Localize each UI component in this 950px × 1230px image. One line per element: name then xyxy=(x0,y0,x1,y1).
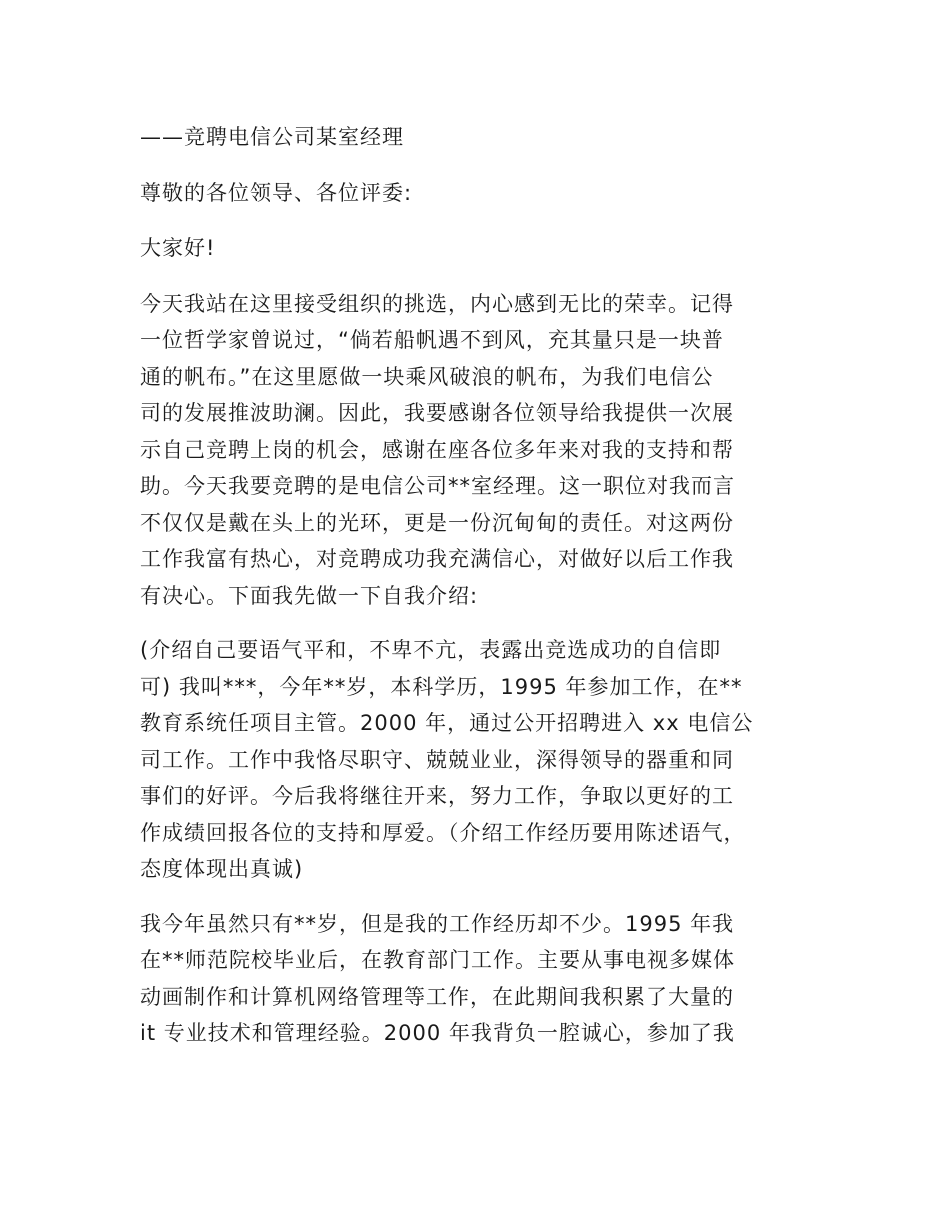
paragraph-introduction-opening xyxy=(140,286,812,615)
paragraph-work-experience xyxy=(140,906,812,1052)
text-line: 动画制作和计算机网络管理等工作，在此期间我积累了大量的 xyxy=(140,984,734,1009)
text-line: 作成绩回报各位的支持和厚爱。（介绍工作经历要用陈述语气， xyxy=(140,820,746,845)
text-line: 司工作。工作中我恪尽职守、兢兢业业，深得领导的器重和同 xyxy=(140,747,734,772)
text-line: (介绍自己要语气平和，不卑不亢，表露出竞选成功的自信即 xyxy=(140,638,722,662)
text-line: 事们的好评。今后我将继往开来，努力工作，争取以更好的工 xyxy=(140,784,734,808)
text-line: 今天我站在这里接受组织的挑选，内心感到无比的荣幸。记得 xyxy=(140,291,734,316)
text-line: 教育系统任项目主管。2000 年，通过公开招聘进入 xx 电信公 xyxy=(140,711,754,735)
text-line: 有决心。下面我先做一下自我介绍: xyxy=(140,583,479,608)
text-line: 可) 我叫***，今年**岁，本科学历，1995 年参加工作，在** xyxy=(140,674,743,699)
text-line: 不仅仅是戴在头上的光环，更是一份沉甸甸的责任。对这两份 xyxy=(140,510,734,535)
greeting: 大家好! xyxy=(140,236,216,260)
text-line: 我今年虽然只有**岁，但是我的工作经历却不少。1995 年我 xyxy=(140,911,735,936)
text-line: 在**师范院校毕业后，在教育部门工作。主要从事电视多媒体 xyxy=(140,948,735,972)
salutation: 尊敬的各位领导、各位评委: xyxy=(140,180,413,205)
text-line: 工作我富有热心，对竞聘成功我充满信心，对做好以后工作我 xyxy=(140,547,734,571)
speech-subtitle: ——竞聘电信公司某室经理 xyxy=(140,125,404,149)
text-line: 态度体现出真诚) xyxy=(140,857,304,881)
document-body xyxy=(140,119,812,1070)
text-line: 示自己竞聘上岗的机会，感谢在座各位多年来对我的支持和帮 xyxy=(140,437,734,462)
text-line: 助。今天我要竞聘的是电信公司**室经理。这一职位对我而言 xyxy=(140,474,735,498)
text-line: 司的发展推波助澜。因此，我要感谢各位领导给我提供一次展 xyxy=(140,401,734,425)
text-line: 一位哲学家曾说过，“倘若船帆遇不到风，充其量只是一块普 xyxy=(140,328,724,352)
text-line: 通的帆布。”在这里愿做一块乘风破浪的帆布，为我们电信公 xyxy=(140,364,714,389)
text-line: it 专业技术和管理经验。2000 年我背负一腔诚心，参加了我 xyxy=(140,1021,735,1045)
paragraph-self-introduction xyxy=(140,632,812,888)
